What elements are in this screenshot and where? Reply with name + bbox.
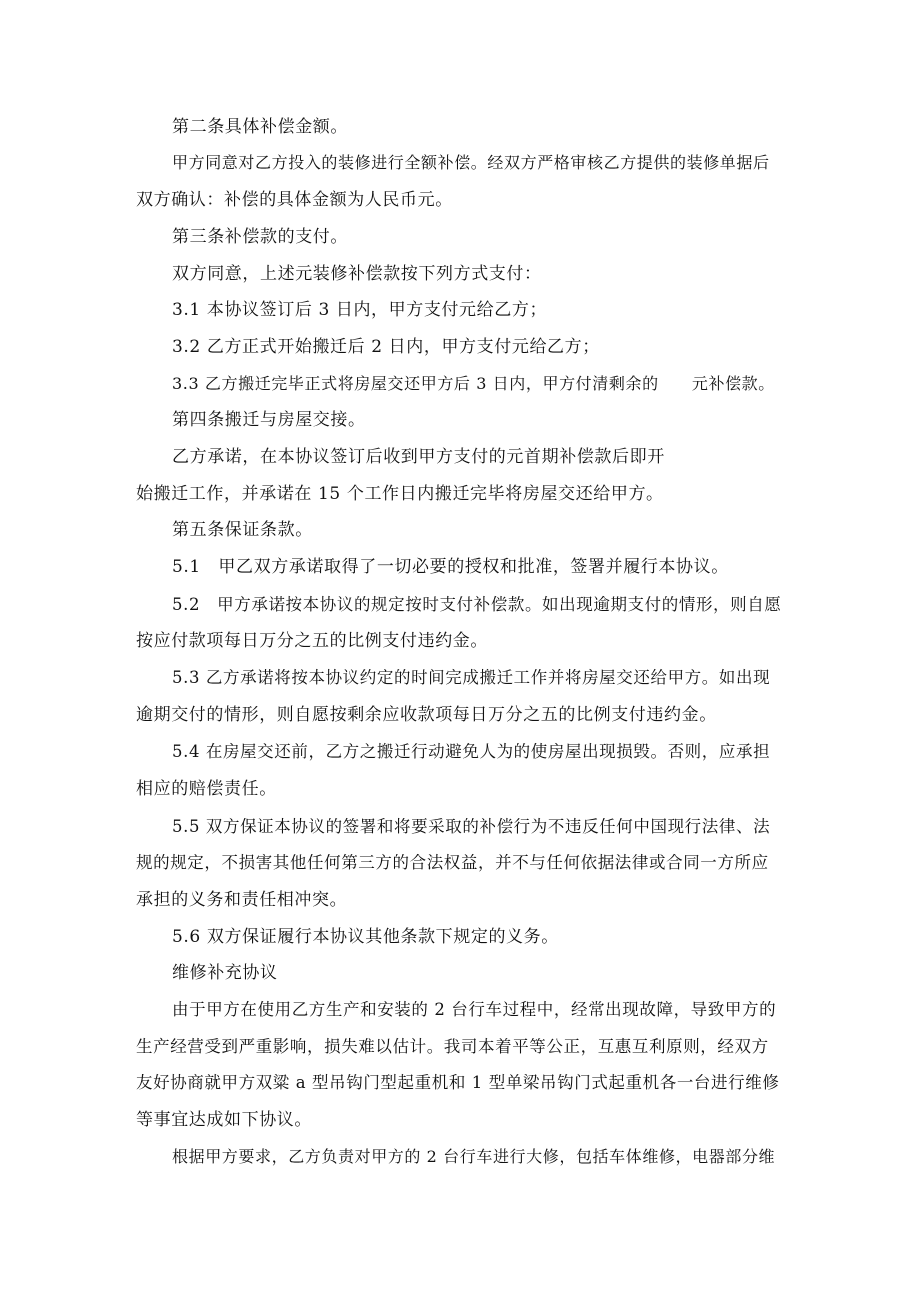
paragraph-line: 承担的义务和责任相冲突。 xyxy=(136,890,348,910)
clause-5-4: 5.4 在房屋交还前，乙方之搬迁行动避免人为的使房屋出现损毁。否则，应承担 xyxy=(172,742,771,761)
article-5-heading: 第五条保证条款。 xyxy=(172,520,313,540)
clause-3-2: 3.2 乙方正式开始搬迁后 2 日内，甲方支付元给乙方； xyxy=(172,337,600,357)
paragraph-line: 等事宜达成如下协议。 xyxy=(136,1110,312,1130)
clause-5-6: 5.6 双方保证履行本协议其他条款下规定的义务。 xyxy=(172,927,559,947)
clause-5-1: 5.1 甲乙双方承诺取得了一切必要的授权和批准，签署并履行本协议。 xyxy=(172,557,729,577)
clause-3-1: 3.1 本协议签订后 3 日内，甲方支付元给乙方； xyxy=(172,300,548,320)
paragraph-line: 友好协商就甲方双粱 a 型吊钩门型起重机和 1 型单梁吊钩门式起重机各一台进行维修 xyxy=(136,1073,780,1092)
article-3-heading: 第三条补偿款的支付。 xyxy=(172,227,348,247)
clause-5-3: 5.3 乙方承诺将按本协议约定的时间完成搬迁工作并将房屋交还给甲方。如出现 xyxy=(172,668,771,687)
paragraph-line: 按应付款项每日万分之五的比例支付违约金。 xyxy=(136,631,488,651)
paragraph-line: 始搬迁工作，并承诺在 15 个工作日内搬迁完毕将房屋交还给甲方。 xyxy=(136,484,664,504)
paragraph-line: 由于甲方在使用乙方生产和安装的 2 台行车过程中，经常出现故障，导致甲方的 xyxy=(172,1000,777,1019)
paragraph-line: 相应的赔偿责任。 xyxy=(136,779,277,799)
paragraph-line: 规的规定，不损害其他任何第三方的合法权益，并不与任何依据法律或合同一方所应 xyxy=(136,853,769,872)
article-4-heading: 第四条搬迁与房屋交接。 xyxy=(172,410,366,430)
paragraph-line: 双方确认：补偿的具体金额为人民币元。 xyxy=(136,190,453,210)
paragraph-line: 乙方承诺，在本协议签订后收到甲方支付的元首期补偿款后即开 xyxy=(172,447,665,467)
paragraph-line: 根据甲方要求，乙方负责对甲方的 2 台行车进行大修，包括车体维修，电器部分维 xyxy=(172,1147,776,1166)
paragraph-line: 逾期交付的情形，则自愿按剩余应收款项每日万分之五的比例支付违约金。 xyxy=(136,705,717,725)
paragraph-line: 双方同意，上述元装修补偿款按下列方式支付： xyxy=(172,264,542,284)
clause-5-2: 5.2 甲方承诺按本协议的规定按时支付补偿款。如出现逾期支付的情形，则自愿 xyxy=(172,595,782,614)
clause-5-5: 5.5 双方保证本协议的签署和将要采取的补偿行为不违反任何中国现行法律、法 xyxy=(172,817,771,836)
paragraph-line: 甲方同意对乙方投入的装修进行全额补偿。经双方严格审核乙方提供的装修单据后 xyxy=(172,153,770,172)
article-2-heading: 第二条具体补偿金额。 xyxy=(172,117,348,137)
clause-3-3: 3.3 乙方搬迁完毕正式将房屋交还甲方后 3 日内，甲方付清剩余的 元补偿款。 xyxy=(172,374,775,393)
paragraph-line: 生产经营受到严重影响，损失难以估计。我司本着平等公正，互惠互利原则，经双方 xyxy=(136,1037,769,1056)
supplementary-agreement-title: 维修补充协议 xyxy=(172,963,278,983)
